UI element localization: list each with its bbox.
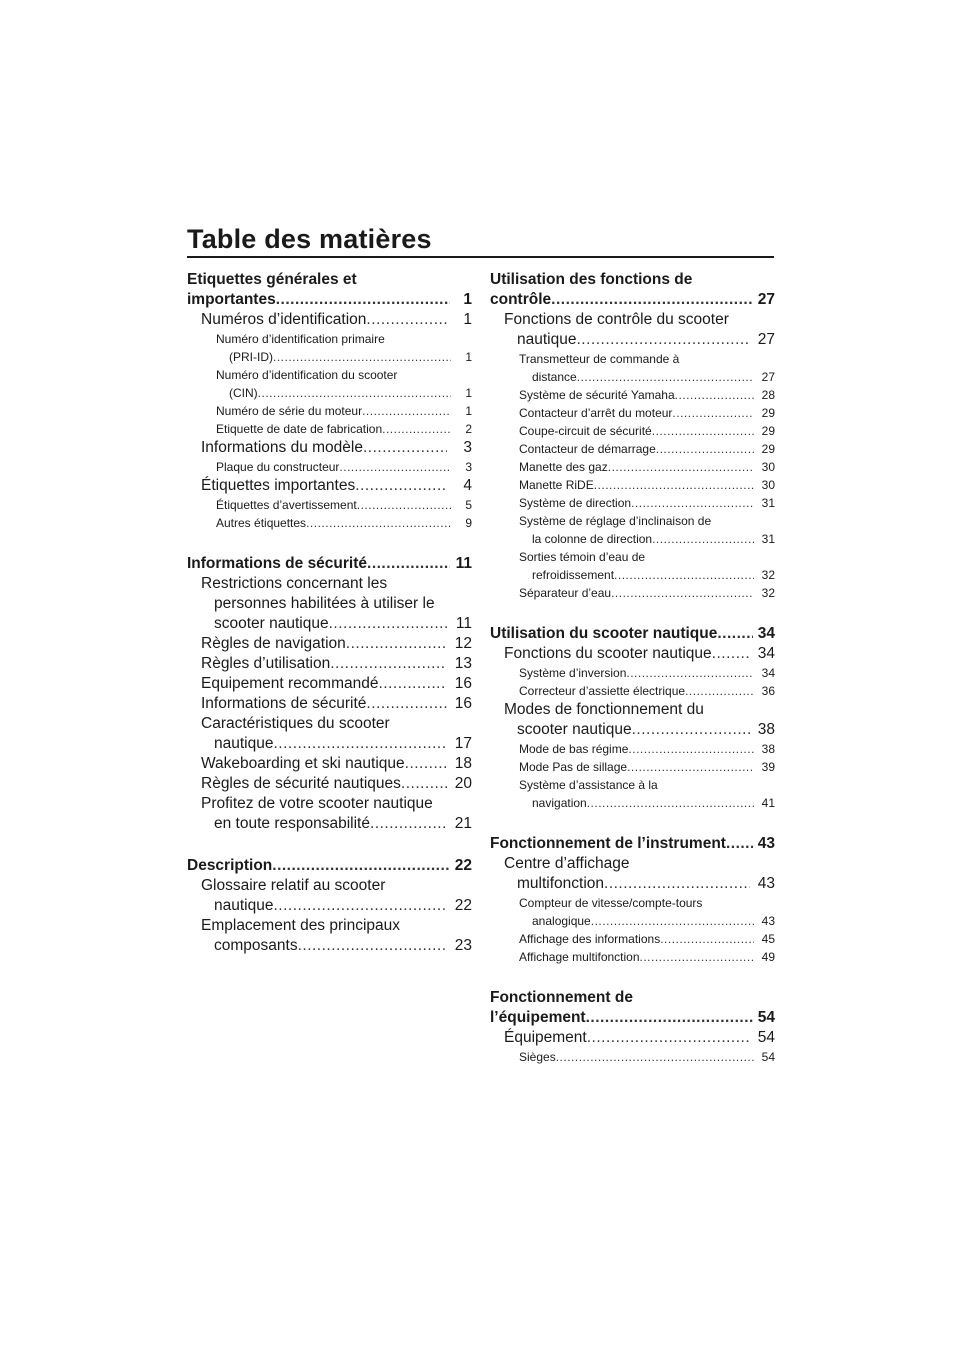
toc-entry-text: Manette des gaz xyxy=(519,460,608,474)
toc-entry-text: personnes habilitées à utiliser le xyxy=(214,595,435,612)
dot-leader xyxy=(587,1028,750,1048)
toc-entry-text: Modes de fonctionnement du xyxy=(504,701,704,718)
toc-subentry[interactable] xyxy=(490,476,775,494)
toc-entry-text: Règles d’utilisation xyxy=(201,655,331,672)
toc-subentry[interactable] xyxy=(187,330,472,366)
toc-subentry[interactable] xyxy=(490,404,775,422)
toc-entry-text: distance xyxy=(532,370,577,384)
dot-leader xyxy=(614,566,754,584)
toc-subentry[interactable] xyxy=(490,512,775,548)
toc-subentry[interactable] xyxy=(490,584,775,602)
page-number: 34 xyxy=(761,666,775,680)
page-number: 23 xyxy=(454,937,472,954)
dot-leader xyxy=(628,740,754,758)
toc-entry-text: Autres étiquettes xyxy=(216,516,307,530)
toc-entry[interactable] xyxy=(490,310,775,350)
toc-entry-text: Wakeboarding et ski nautique xyxy=(201,755,405,772)
toc-entry-text: Compteur de vitesse/compte-tours xyxy=(519,896,703,910)
toc-entry-text: Utilisation des fonctions de xyxy=(490,271,693,288)
toc-entry-text: Système de direction xyxy=(519,496,632,510)
dot-leader xyxy=(258,384,451,402)
toc-entry-text: Affichage multifonction xyxy=(519,950,640,964)
toc-section xyxy=(490,270,775,602)
page-number: 27 xyxy=(761,370,775,384)
toc-subentry[interactable] xyxy=(490,386,775,404)
toc-entry-text: Correcteur d’assiette électrique xyxy=(519,684,686,698)
toc-subentry[interactable] xyxy=(187,496,472,514)
dot-leader xyxy=(272,856,450,876)
page-number: 9 xyxy=(465,516,472,530)
toc-entry[interactable] xyxy=(187,714,472,754)
dot-leader xyxy=(362,402,451,420)
toc-entry-text: Restrictions concernant les xyxy=(201,575,388,592)
toc-entry-text: scooter nautique xyxy=(517,721,632,738)
toc-entry[interactable] xyxy=(187,634,472,654)
page-number: 32 xyxy=(761,568,775,582)
toc-entry-text: la colonne de direction xyxy=(532,532,653,546)
toc-entry[interactable] xyxy=(187,438,472,458)
toc-entry-text: nautique xyxy=(214,735,274,752)
toc-subentry[interactable] xyxy=(490,548,775,584)
dot-leader xyxy=(591,912,754,930)
toc-section-heading[interactable] xyxy=(187,554,472,574)
dot-leader xyxy=(576,330,750,350)
toc-entry-text: Mode de bas régime xyxy=(519,742,629,756)
dot-leader xyxy=(672,404,754,422)
toc-entry-text: Manette RiDE xyxy=(519,478,594,492)
toc-entry-text: Règles de sécurité nautiques xyxy=(201,775,401,792)
toc-entry[interactable] xyxy=(187,574,472,634)
toc-entry-text: Étiquettes importantes xyxy=(201,477,356,494)
dot-leader xyxy=(627,758,754,776)
toc-section-heading[interactable] xyxy=(187,856,472,876)
toc-entry-text: scooter nautique xyxy=(214,615,329,632)
page-number: 2 xyxy=(465,422,472,436)
toc-subentry[interactable] xyxy=(490,422,775,440)
toc-entry-text: Équipement xyxy=(504,1029,587,1046)
toc-subentry[interactable] xyxy=(490,350,775,386)
dot-leader xyxy=(631,494,754,512)
page-number: 31 xyxy=(761,532,775,546)
page-number: 54 xyxy=(761,1050,775,1064)
dot-leader xyxy=(367,554,450,574)
toc-entry-text: en toute responsabilité xyxy=(214,815,370,832)
page-number: 27 xyxy=(757,291,775,308)
toc-entry-text: Numéros d’identification xyxy=(201,311,367,328)
toc-entry[interactable] xyxy=(187,476,472,496)
toc-entry[interactable] xyxy=(187,916,472,956)
page-number: 1 xyxy=(465,350,472,364)
page-number: 29 xyxy=(761,442,775,456)
toc-entry-text: (CIN) xyxy=(229,386,258,400)
page-number: 17 xyxy=(454,735,472,752)
dot-leader xyxy=(594,476,754,494)
toc-entry-text: Fonctionnement de l’instrument xyxy=(490,835,726,852)
toc-subentry[interactable] xyxy=(490,682,775,700)
toc-entry[interactable] xyxy=(187,754,472,774)
toc-entry-text: Séparateur d’eau xyxy=(519,586,612,600)
dot-leader xyxy=(405,754,447,774)
toc-subentry[interactable] xyxy=(187,514,472,532)
dot-leader xyxy=(401,774,447,794)
toc-subentry[interactable] xyxy=(187,420,472,438)
toc-subentry[interactable] xyxy=(490,458,775,476)
toc-entry-text: Numéro d’identification du scooter xyxy=(216,368,398,382)
dot-leader xyxy=(273,896,447,916)
page-number: 38 xyxy=(757,721,775,738)
toc-entry-text: Etiquettes générales et xyxy=(187,271,357,288)
page-number: 22 xyxy=(454,857,472,874)
page-number: 30 xyxy=(761,460,775,474)
toc-entry[interactable] xyxy=(187,876,472,916)
dot-leader xyxy=(339,458,451,476)
page-number: 11 xyxy=(455,615,472,632)
dot-leader xyxy=(551,290,753,310)
dot-leader xyxy=(604,874,750,894)
toc-entry[interactable] xyxy=(187,694,472,714)
toc-subentry[interactable] xyxy=(187,458,472,476)
toc-entry-text: importantes xyxy=(187,291,276,308)
toc-entry-text: Système de réglage d’inclinaison de xyxy=(519,514,712,528)
dot-leader xyxy=(660,930,754,948)
dot-leader xyxy=(346,634,447,654)
toc-entry-text: nautique xyxy=(517,331,577,348)
page-number: 3 xyxy=(463,439,472,456)
page-number: 43 xyxy=(757,875,775,892)
page-number: 27 xyxy=(757,331,775,348)
dot-leader xyxy=(329,614,447,634)
page-number: 3 xyxy=(465,460,472,474)
toc-subentry[interactable] xyxy=(490,948,775,966)
toc-subentry[interactable] xyxy=(490,1048,775,1066)
toc-entry-text: Emplacement des principaux xyxy=(201,917,401,934)
toc-section-heading[interactable] xyxy=(490,988,775,1028)
toc-entry-text: Centre d’affichage xyxy=(504,855,630,872)
page-number: 43 xyxy=(757,835,775,852)
page-number: 1 xyxy=(465,404,472,418)
page-number: 38 xyxy=(761,742,775,756)
page-number: 20 xyxy=(454,775,472,792)
toc-entry-text: contrôle xyxy=(490,291,552,308)
page-title: Table des matières xyxy=(187,224,432,254)
toc-entry-text: Fonctions du scooter nautique xyxy=(504,645,712,662)
page-number: 18 xyxy=(454,755,472,772)
toc-subentry[interactable] xyxy=(490,758,775,776)
toc-section xyxy=(187,270,472,532)
toc-entry-text: Informations de sécurité xyxy=(187,555,368,572)
dot-leader xyxy=(608,458,754,476)
toc-entry[interactable] xyxy=(490,1028,775,1048)
toc-entry[interactable] xyxy=(187,774,472,794)
page-number: 30 xyxy=(761,478,775,492)
page-number: 11 xyxy=(455,555,472,572)
toc-entry-text: Glossaire relatif au scooter xyxy=(201,877,386,894)
toc-entry-text: Numéro d’identification primaire xyxy=(216,332,385,346)
toc-entry-text: analogique xyxy=(532,914,591,928)
dot-leader xyxy=(587,794,754,812)
dot-leader xyxy=(366,310,447,330)
dot-leader xyxy=(586,1008,753,1028)
dot-leader xyxy=(363,438,447,458)
toc-entry-text: Règles de navigation xyxy=(201,635,346,652)
page-number: 54 xyxy=(757,1029,775,1046)
dot-leader xyxy=(652,530,754,548)
toc-entry-text: Contacteur d’arrêt du moteur xyxy=(519,406,673,420)
page-number: 49 xyxy=(761,950,775,964)
toc-entry-text: Etiquette de date de fabrication xyxy=(216,422,383,436)
dot-leader xyxy=(652,422,754,440)
page-number: 31 xyxy=(761,496,775,510)
dot-leader xyxy=(626,664,754,682)
dot-leader xyxy=(382,420,451,438)
toc-entry-text: Plaque du constructeur xyxy=(216,460,340,474)
toc-entry-text: Numéro de série du moteur xyxy=(216,404,363,418)
page-number: 12 xyxy=(454,635,472,652)
page-number: 41 xyxy=(761,796,775,810)
dot-leader xyxy=(370,814,447,834)
page-number: 22 xyxy=(454,897,472,914)
page-number: 39 xyxy=(761,760,775,774)
page-number: 29 xyxy=(761,406,775,420)
toc-subentry[interactable] xyxy=(490,494,775,512)
toc-entry-text: Fonctions de contrôle du scooter xyxy=(504,311,729,328)
toc-subentry[interactable] xyxy=(490,894,775,930)
dot-leader xyxy=(712,644,750,664)
toc-entry-text: Informations de sécurité xyxy=(201,695,367,712)
toc-entry-text: Système d’inversion xyxy=(519,666,627,680)
page-number: 1 xyxy=(463,291,472,308)
toc-section-heading[interactable] xyxy=(490,834,775,854)
toc-section xyxy=(187,554,472,834)
dot-leader xyxy=(276,290,450,310)
page-number: 34 xyxy=(757,625,775,642)
dot-leader xyxy=(717,624,753,644)
dot-leader xyxy=(330,654,447,674)
toc-entry-text: Utilisation du scooter nautique xyxy=(490,625,718,642)
toc-subentry[interactable] xyxy=(187,402,472,420)
toc-entry-text: (PRI-ID) xyxy=(229,350,273,364)
toc-entry-text: Affichage des informations xyxy=(519,932,661,946)
toc-entry-text: refroidissement xyxy=(532,568,615,582)
toc-entry-text: Étiquettes d’avertissement xyxy=(216,498,357,512)
dot-leader xyxy=(685,682,754,700)
page-number: 32 xyxy=(761,586,775,600)
toc-entry-text: Sièges xyxy=(519,1050,556,1064)
toc-column-left xyxy=(187,270,472,978)
toc-entry-text: Profitez de votre scooter nautique xyxy=(201,795,433,812)
toc-section xyxy=(490,834,775,966)
dot-leader xyxy=(632,720,750,740)
dot-leader xyxy=(306,514,451,532)
toc-entry-text: navigation xyxy=(532,796,587,810)
toc-entry-text: Système de sécurité Yamaha xyxy=(519,388,675,402)
toc-entry-text: Equipement recommandé xyxy=(201,675,379,692)
toc-entry-text: multifonction xyxy=(517,875,605,892)
toc-section xyxy=(490,988,775,1066)
toc-entry[interactable] xyxy=(490,700,775,740)
toc-entry-text: Fonctionnement de xyxy=(490,989,633,1006)
dot-leader xyxy=(379,674,448,694)
toc-column-right xyxy=(490,270,775,1088)
page-number: 54 xyxy=(757,1009,775,1026)
toc-subentry[interactable] xyxy=(187,366,472,402)
dot-leader xyxy=(273,348,451,366)
title-divider xyxy=(187,256,774,258)
dot-leader xyxy=(556,1048,754,1066)
page-number: 5 xyxy=(465,498,472,512)
toc-section-heading[interactable] xyxy=(490,624,775,644)
dot-leader xyxy=(640,948,754,966)
toc-entry-text: l’équipement xyxy=(490,1009,586,1026)
dot-leader xyxy=(366,694,447,714)
toc-entry-text: nautique xyxy=(214,897,274,914)
dot-leader xyxy=(675,386,754,404)
page-number: 13 xyxy=(454,655,472,672)
page-number: 45 xyxy=(761,932,775,946)
dot-leader xyxy=(726,834,753,854)
toc-subentry[interactable] xyxy=(490,776,775,812)
page-number: 1 xyxy=(465,386,472,400)
toc-subentry[interactable] xyxy=(490,664,775,682)
page-number: 28 xyxy=(761,388,775,402)
dot-leader xyxy=(273,734,447,754)
page-number: 16 xyxy=(454,695,472,712)
toc-entry-text: Mode Pas de sillage xyxy=(519,760,628,774)
page-number: 1 xyxy=(463,311,472,328)
toc-entry[interactable] xyxy=(187,654,472,674)
page-number: 43 xyxy=(761,914,775,928)
dot-leader xyxy=(298,936,447,956)
toc-subentry[interactable] xyxy=(490,740,775,758)
dot-leader xyxy=(611,584,754,602)
page-number: 16 xyxy=(454,675,472,692)
toc-entry-text: Coupe-circuit de sécurité xyxy=(519,424,652,438)
toc-entry-text: Transmetteur de commande à xyxy=(519,352,680,366)
toc-section xyxy=(187,856,472,956)
page-number: 36 xyxy=(761,684,775,698)
toc-entry[interactable] xyxy=(490,854,775,894)
toc-entry-text: Contacteur de démarrage xyxy=(519,442,656,456)
toc-section-heading[interactable] xyxy=(490,270,775,310)
dot-leader xyxy=(355,476,447,496)
toc-entry-text: Système d’assistance à la xyxy=(519,778,658,792)
page-number: 4 xyxy=(463,477,472,494)
toc-entry[interactable] xyxy=(187,794,472,834)
dot-leader xyxy=(577,368,754,386)
toc-entry-text: Sorties témoin d’eau de xyxy=(519,550,646,564)
page-number: 34 xyxy=(757,645,775,662)
toc-entry[interactable] xyxy=(187,310,472,330)
toc-entry-text: Informations du modèle xyxy=(201,439,363,456)
toc-entry-text: Description xyxy=(187,857,273,874)
dot-leader xyxy=(656,440,754,458)
toc-entry[interactable] xyxy=(490,644,775,664)
toc-section xyxy=(490,624,775,812)
toc-entry-text: Caractéristiques du scooter xyxy=(201,715,390,732)
toc-section-heading[interactable] xyxy=(187,270,472,310)
page-number: 21 xyxy=(454,815,472,832)
dot-leader xyxy=(357,496,451,514)
toc-subentry[interactable] xyxy=(490,930,775,948)
toc-entry-text: composants xyxy=(214,937,298,954)
toc-entry[interactable] xyxy=(187,674,472,694)
page-number: 29 xyxy=(761,424,775,438)
toc-subentry[interactable] xyxy=(490,440,775,458)
